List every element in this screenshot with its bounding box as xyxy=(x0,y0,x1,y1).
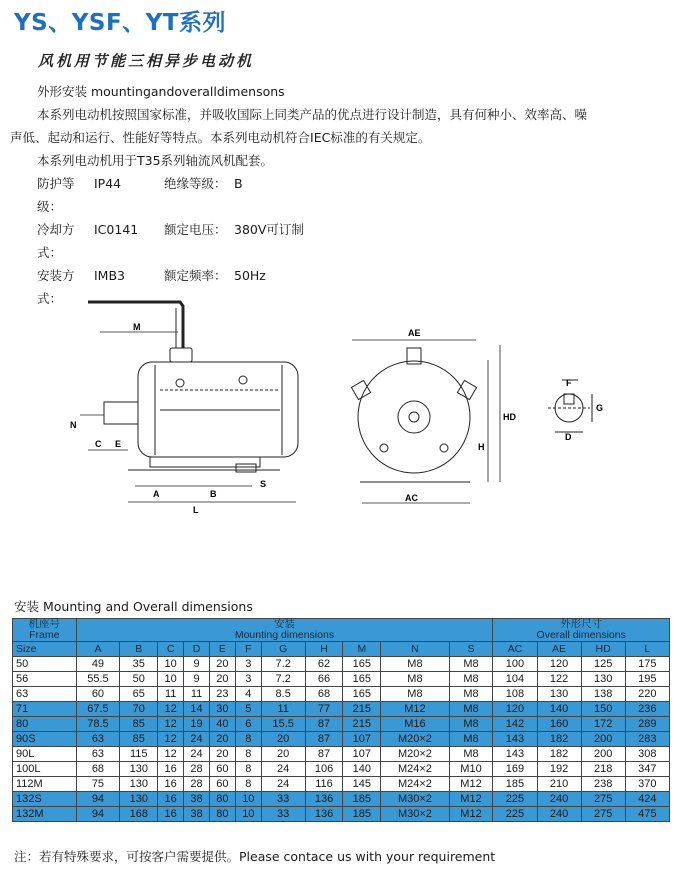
dimension-cell: 12 xyxy=(158,747,184,762)
label-F: F xyxy=(566,378,572,388)
dimension-cell: 218 xyxy=(581,762,625,777)
dimension-cell: 87 xyxy=(305,732,343,747)
spec-value: IC0141 xyxy=(94,222,139,237)
label-A: A xyxy=(153,489,160,499)
frame-size-cell: 132S xyxy=(13,792,77,807)
dimension-cell: 475 xyxy=(625,807,669,822)
dimension-cell: 8.5 xyxy=(261,687,305,702)
dimension-cell: 424 xyxy=(625,792,669,807)
dimension-cell: 165 xyxy=(343,657,381,672)
label-H: H xyxy=(478,442,485,452)
dimension-cell: 8 xyxy=(235,762,261,777)
side-dimension-lines xyxy=(80,332,296,502)
dimension-cell: 24 xyxy=(184,747,210,762)
label-D: D xyxy=(565,432,572,442)
dimension-cell: 238 xyxy=(581,777,625,792)
table-body xyxy=(13,657,670,822)
dimension-cell: 60 xyxy=(209,777,235,792)
dimension-cell: 30 xyxy=(209,702,235,717)
dimension-cell: M20×2 xyxy=(381,747,449,762)
dimension-cell: 28 xyxy=(184,762,210,777)
dimension-cell: M16 xyxy=(381,717,449,732)
dimension-cell: 240 xyxy=(537,807,581,822)
dimension-cell: 24 xyxy=(184,732,210,747)
table-row xyxy=(13,672,670,687)
spec-key: 绝缘等级： xyxy=(164,176,227,191)
header-overall: 外形尺寸 Overall dimensions xyxy=(493,619,670,642)
spec-key: 额定频率： xyxy=(164,268,227,283)
column-header: H xyxy=(305,642,343,657)
label-AE: AE xyxy=(408,328,421,338)
dimension-cell: 38 xyxy=(184,792,210,807)
dimension-cell: 185 xyxy=(343,807,381,822)
frame-size-cell: 100L xyxy=(13,762,77,777)
dimension-cell: 12 xyxy=(158,717,184,732)
dimension-cell: 289 xyxy=(625,717,669,732)
dimension-cell: 116 xyxy=(305,777,343,792)
dimension-cell: 225 xyxy=(493,792,537,807)
dimension-cell: M12 xyxy=(449,807,493,822)
dimension-cell: 68 xyxy=(305,687,343,702)
frame-size-cell: 132M xyxy=(13,807,77,822)
dimension-cell: 10 xyxy=(158,672,184,687)
dimension-cell: 77 xyxy=(305,702,343,717)
dimensions-table xyxy=(12,618,670,822)
dimension-cell: 130 xyxy=(581,672,625,687)
dimension-cell: 66 xyxy=(305,672,343,687)
dimension-cell: 165 xyxy=(343,672,381,687)
page-title: YS、YSF、YT系列 xyxy=(14,10,226,36)
dimension-cell: M8 xyxy=(449,672,493,687)
dimension-cell: 20 xyxy=(261,747,305,762)
dimension-cell: 60 xyxy=(209,762,235,777)
dimension-cell: 20 xyxy=(209,732,235,747)
dimension-cell: 10 xyxy=(235,792,261,807)
dimension-cell: 7.2 xyxy=(261,672,305,687)
column-header: HD xyxy=(581,642,625,657)
table-row xyxy=(13,732,670,747)
label-M: M xyxy=(133,322,141,332)
column-header: C xyxy=(158,642,184,657)
dimension-cell: 136 xyxy=(305,807,343,822)
dimension-cell: M24×2 xyxy=(381,777,449,792)
dimension-cell: 24 xyxy=(261,762,305,777)
dimension-cell: 65 xyxy=(120,687,158,702)
spec-row xyxy=(37,172,667,218)
dimension-cell: 63 xyxy=(76,732,120,747)
dimension-cell: 200 xyxy=(581,747,625,762)
intro-line-1: 外形安装 mountingandoveralldimensons xyxy=(37,84,285,99)
dimension-cell: 107 xyxy=(343,732,381,747)
dimension-cell: 308 xyxy=(625,747,669,762)
dimension-cell: 9 xyxy=(184,672,210,687)
header-mounting: 安装 Mounting dimensions xyxy=(76,619,493,642)
column-header: L xyxy=(625,642,669,657)
dimension-cell: M8 xyxy=(449,747,493,762)
dimension-cell: 138 xyxy=(581,687,625,702)
intro-line-2: 本系列电动机按照国家标准，并吸收国际上同类产品的优点进行设计制造，具有何种小、效率高、噪 xyxy=(37,107,588,122)
dimension-cell: 23 xyxy=(209,687,235,702)
dimension-cell: 16 xyxy=(158,777,184,792)
label-HD: HD xyxy=(503,412,516,422)
intro-line-4: 本系列电动机用于T35系列轴流风机配套。 xyxy=(37,153,274,168)
dimension-cell: 85 xyxy=(120,732,158,747)
dimension-cell: 215 xyxy=(343,717,381,732)
dimension-cell: 14 xyxy=(184,702,210,717)
dimension-cell: M12 xyxy=(449,777,493,792)
dimension-cell: 6 xyxy=(235,717,261,732)
dimension-cell: 143 xyxy=(493,747,537,762)
dimension-cell: 85 xyxy=(120,717,158,732)
dimension-cell: 215 xyxy=(343,702,381,717)
column-header: G xyxy=(261,642,305,657)
dimension-cell: 16 xyxy=(158,807,184,822)
dimension-cell: M8 xyxy=(381,672,449,687)
dimension-cell: 210 xyxy=(537,777,581,792)
column-header: AC xyxy=(493,642,537,657)
dimension-cell: 9 xyxy=(184,657,210,672)
dimension-cell: 24 xyxy=(261,777,305,792)
dimension-cell: 236 xyxy=(625,702,669,717)
frame-size-cell: 63 xyxy=(13,687,77,702)
dimension-cell: 78.5 xyxy=(76,717,120,732)
label-G: G xyxy=(596,403,604,413)
dimension-cell: 70 xyxy=(120,702,158,717)
label-L: L xyxy=(193,505,199,515)
dimension-cell: 108 xyxy=(493,687,537,702)
table-row xyxy=(13,777,670,792)
label-S: S xyxy=(260,479,267,489)
dimension-cell: 3 xyxy=(235,672,261,687)
dimension-cell: 11 xyxy=(261,702,305,717)
table-row xyxy=(13,747,670,762)
dimension-cell: 182 xyxy=(537,747,581,762)
dimension-cell: 172 xyxy=(581,717,625,732)
dimension-cell: M8 xyxy=(381,657,449,672)
frame-size-cell: 112M xyxy=(13,777,77,792)
dimension-cell: 165 xyxy=(343,687,381,702)
dimension-cell: 15.5 xyxy=(261,717,305,732)
dimension-cell: 200 xyxy=(581,732,625,747)
spec-row xyxy=(37,218,667,264)
dimension-cell: 10 xyxy=(158,657,184,672)
spec-value: IP44 xyxy=(94,176,122,191)
dimension-cell: 169 xyxy=(493,762,537,777)
dimension-cell: 75 xyxy=(76,777,120,792)
dimension-cell: 136 xyxy=(305,792,343,807)
frame-size-cell: 56 xyxy=(13,672,77,687)
dimension-cell: M30×2 xyxy=(381,792,449,807)
dimension-cell: 4 xyxy=(235,687,261,702)
dimension-cell: 175 xyxy=(625,657,669,672)
dimension-cell: 67.5 xyxy=(76,702,120,717)
dimension-cell: 7.2 xyxy=(261,657,305,672)
front-dimension-lines xyxy=(352,340,500,503)
dimension-cell: 11 xyxy=(184,687,210,702)
column-header: N xyxy=(381,642,449,657)
dimension-cell: M10 xyxy=(449,762,493,777)
dimension-cell: 275 xyxy=(581,792,625,807)
spec-value: 380V可订制 xyxy=(234,222,304,237)
table-row xyxy=(13,687,670,702)
dimension-cell: 145 xyxy=(343,777,381,792)
dimension-cell: 347 xyxy=(625,762,669,777)
spec-key: 防护等级： xyxy=(37,176,75,214)
dimension-cell: 63 xyxy=(76,747,120,762)
table-row xyxy=(13,657,670,672)
dimension-cell: 130 xyxy=(120,777,158,792)
dimension-cell: 130 xyxy=(537,687,581,702)
column-header: B xyxy=(120,642,158,657)
dimension-cell: 68 xyxy=(76,762,120,777)
motor-dimension-drawing xyxy=(0,290,680,530)
spec-key: 安装方式： xyxy=(37,268,75,306)
dimension-cell: 20 xyxy=(261,732,305,747)
footnote: 注：若有特殊要求，可按客户需要提供。Please contace us with your requirement xyxy=(14,849,496,864)
dimension-cell: 142 xyxy=(493,717,537,732)
frame-size-cell: 50 xyxy=(13,657,77,672)
dimension-cell: M8 xyxy=(449,657,493,672)
dimension-cell: 143 xyxy=(493,732,537,747)
dimension-cell: M24×2 xyxy=(381,762,449,777)
dimension-cell: M8 xyxy=(449,687,493,702)
dimension-cell: 87 xyxy=(305,717,343,732)
table-row xyxy=(13,702,670,717)
table-header-row xyxy=(13,619,670,642)
column-header: Size xyxy=(13,642,77,657)
dimension-cell: 106 xyxy=(305,762,343,777)
column-header: S xyxy=(449,642,493,657)
dimension-cell: 104 xyxy=(493,672,537,687)
spec-value: B xyxy=(234,176,243,191)
spec-key: 冷却方式： xyxy=(37,222,75,260)
dimension-cell: 125 xyxy=(581,657,625,672)
motor-front-view xyxy=(351,348,476,482)
dimension-cell: 20 xyxy=(209,657,235,672)
dimension-cell: 49 xyxy=(76,657,120,672)
frame-size-cell: 80 xyxy=(13,717,77,732)
dimension-cell: 370 xyxy=(625,777,669,792)
dimension-cell: 19 xyxy=(184,717,210,732)
dimension-cell: 150 xyxy=(581,702,625,717)
dimension-cell: 140 xyxy=(343,762,381,777)
dimension-cell: M12 xyxy=(381,702,449,717)
label-AC: AC xyxy=(405,493,418,503)
dimension-cell: 12 xyxy=(158,732,184,747)
dimension-cell: 55.5 xyxy=(76,672,120,687)
dimension-cell: 8 xyxy=(235,747,261,762)
product-subtitle: 风机用节能三相异步电动机 xyxy=(38,52,255,70)
dimension-cell: M20×2 xyxy=(381,732,449,747)
dimension-cell: 33 xyxy=(261,792,305,807)
column-header: M xyxy=(343,642,381,657)
dimension-cell: M8 xyxy=(449,717,493,732)
intro-block xyxy=(10,80,667,310)
dimension-cell: M8 xyxy=(381,687,449,702)
dimension-cell: 225 xyxy=(493,807,537,822)
dimension-cell: 192 xyxy=(537,762,581,777)
table-column-row xyxy=(13,642,670,657)
label-C: C xyxy=(95,439,102,449)
frame-size-cell: 90S xyxy=(13,732,77,747)
label-B: B xyxy=(210,489,217,499)
dimension-cell: 60 xyxy=(76,687,120,702)
dimension-cell: 5 xyxy=(235,702,261,717)
dimension-cell: 107 xyxy=(343,747,381,762)
dimension-cell: 195 xyxy=(625,672,669,687)
dimension-cell: 80 xyxy=(209,792,235,807)
column-header: E xyxy=(209,642,235,657)
table-row xyxy=(13,792,670,807)
dimension-cell: 38 xyxy=(184,807,210,822)
dimension-cell: M12 xyxy=(449,792,493,807)
dimension-cell: 240 xyxy=(537,792,581,807)
dimension-cell: 140 xyxy=(537,702,581,717)
dimension-cell: 130 xyxy=(120,792,158,807)
table-row xyxy=(13,807,670,822)
label-N: N xyxy=(70,420,77,430)
spec-value: 50Hz xyxy=(234,268,266,283)
frame-size-cell: 90L xyxy=(13,747,77,762)
dimension-cell: 10 xyxy=(235,807,261,822)
column-header: D xyxy=(184,642,210,657)
dimension-cell: M30×2 xyxy=(381,807,449,822)
dimension-cell: 283 xyxy=(625,732,669,747)
intro-line-3: 声低、起动和运行、性能好等特点。本系列电动机符合IEC标准的有关规定。 xyxy=(10,130,431,145)
dimension-cell: 20 xyxy=(209,747,235,762)
dimension-cell: 20 xyxy=(209,672,235,687)
dimension-cell: 11 xyxy=(158,687,184,702)
dimension-cell: 94 xyxy=(76,807,120,822)
dimension-cell: 50 xyxy=(120,672,158,687)
dimension-cell: 62 xyxy=(305,657,343,672)
dimension-cell: 130 xyxy=(120,762,158,777)
column-header: F xyxy=(235,642,261,657)
dimension-cell: 100 xyxy=(493,657,537,672)
dimension-cell: 80 xyxy=(209,807,235,822)
dimension-cell: 122 xyxy=(537,672,581,687)
dimension-cell: 8 xyxy=(235,732,261,747)
dimension-cell: 115 xyxy=(120,747,158,762)
dimension-cell: 185 xyxy=(343,792,381,807)
dimension-cell: 16 xyxy=(158,792,184,807)
dimension-cell: 185 xyxy=(493,777,537,792)
dimension-cell: 33 xyxy=(261,807,305,822)
spec-value: IMB3 xyxy=(94,268,125,283)
label-E: E xyxy=(115,439,122,449)
dimension-cell: 40 xyxy=(209,717,235,732)
dimension-cell: 3 xyxy=(235,657,261,672)
column-header: A xyxy=(76,642,120,657)
dimension-cell: 168 xyxy=(120,807,158,822)
dimension-cell: 275 xyxy=(581,807,625,822)
dimension-cell: 35 xyxy=(120,657,158,672)
column-header: AE xyxy=(537,642,581,657)
frame-size-cell: 71 xyxy=(13,702,77,717)
table-title: 安装 Mounting and Overall dimensions xyxy=(14,599,253,614)
dimension-cell: 94 xyxy=(76,792,120,807)
dimension-cell: M8 xyxy=(449,702,493,717)
spec-key: 额定电压： xyxy=(164,222,227,237)
dimension-cell: 182 xyxy=(537,732,581,747)
dimension-cell: 28 xyxy=(184,777,210,792)
dimension-cell: 12 xyxy=(158,702,184,717)
dimension-cell: 220 xyxy=(625,687,669,702)
dimension-cell: 120 xyxy=(537,657,581,672)
table-row xyxy=(13,762,670,777)
dimension-cell: 8 xyxy=(235,777,261,792)
dimension-cell: 87 xyxy=(305,747,343,762)
header-frame: 机座号 Frame xyxy=(13,619,77,642)
dimension-cell: 16 xyxy=(158,762,184,777)
dimension-cell: M8 xyxy=(449,732,493,747)
dimension-cell: 160 xyxy=(537,717,581,732)
dimension-cell: 120 xyxy=(493,702,537,717)
table-row xyxy=(13,717,670,732)
